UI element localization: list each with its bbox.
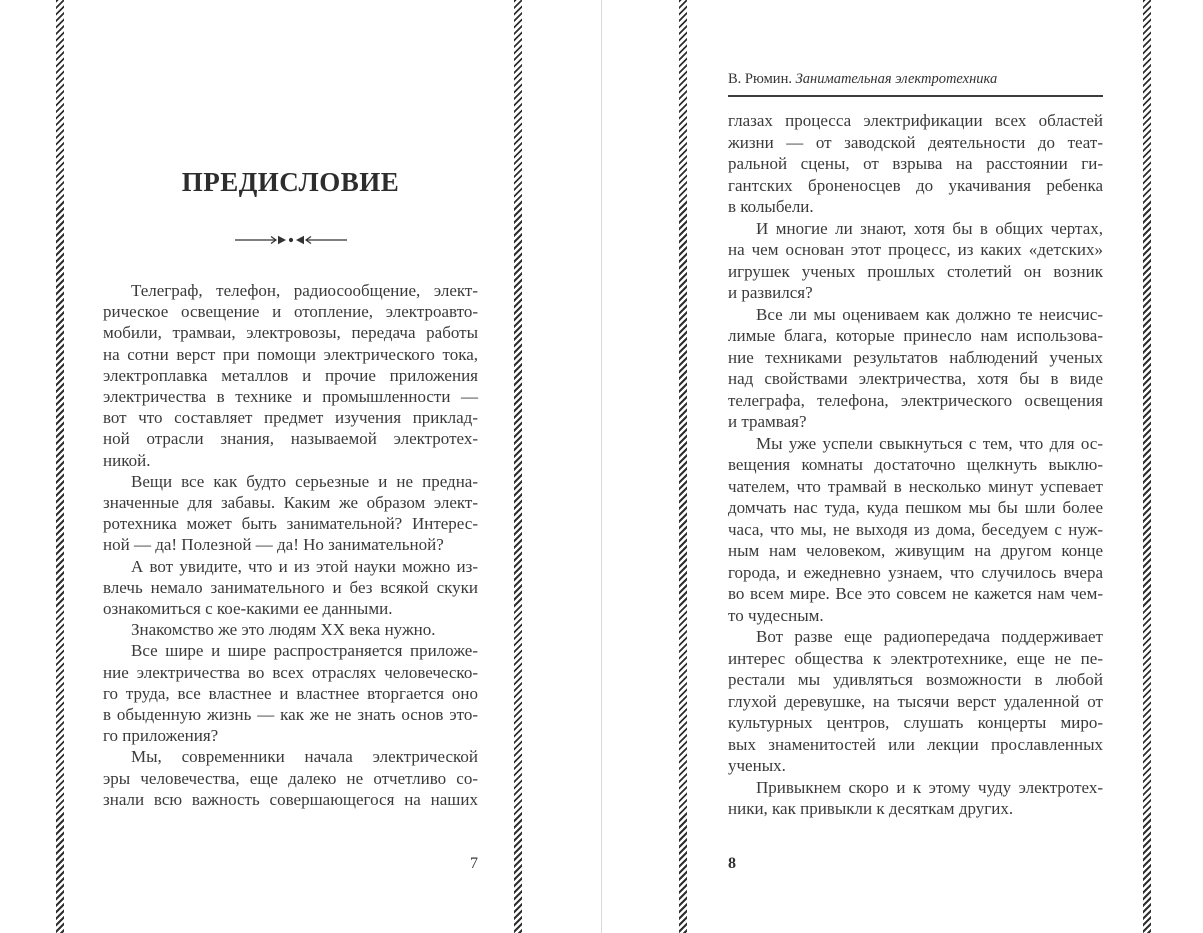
left-page-outer-binding-hatch — [56, 0, 64, 933]
text-line: значенные для забавы. Каким же образом элект- — [103, 493, 478, 513]
right-page-number: 8 — [728, 855, 736, 872]
paragraph — [103, 746, 478, 810]
text-line: Мы уже успели свыкнуться с тем, что для ос- — [756, 433, 1103, 453]
text-line: гантских броненосцев до укачивания ребенка — [728, 175, 1103, 195]
running-header-author: В. Рюмин. — [728, 71, 792, 87]
text-line: А вот увидите, что и из этой науки можно из- — [131, 556, 478, 576]
text-line: ознакомиться с кое-какими ее данными. — [103, 599, 393, 619]
text-line: и трамвая? — [728, 412, 807, 431]
paragraph — [728, 626, 1103, 777]
text-line: игрушек ученых прошлых столетий он возник — [728, 261, 1103, 281]
text-line: ной — да! Полезной — да! Но занимательной? — [103, 535, 444, 555]
text-line: ной отрасли знания, называемой электротех- — [103, 429, 478, 449]
right-page-body — [728, 110, 1103, 820]
text-line: Все ли мы оцениваем как должно те неисчис- — [756, 304, 1103, 324]
text-line: Телеграф, телефон, радиосообщение, элект- — [131, 281, 478, 300]
divider-ornament-icon — [103, 233, 478, 252]
text-line: рестали мы удивляться возможности в любой — [728, 670, 1103, 689]
text-line: вот что составляет предмет изучения приклад- — [103, 408, 478, 428]
text-line: Знакомство же это людям XX века нужно. — [131, 620, 436, 640]
text-line: знали всю важность совершающегося на наших — [103, 789, 478, 809]
text-line: влечь немало занимательного и без всякой скуки — [103, 577, 478, 597]
text-line: эры человечества, еще далеко не отчетливо со- — [103, 768, 478, 788]
text-line: в колыбели. — [728, 197, 814, 216]
text-line: интерес общества к электротехнике, еще не пе- — [728, 648, 1103, 668]
text-line: во всем мире. Все это совсем не кажется нам чем- — [728, 584, 1103, 603]
text-line: ние техниками результатов наблюдений ученых — [728, 347, 1103, 367]
paragraph — [728, 777, 1103, 820]
paragraph — [103, 619, 478, 640]
text-line: И многие ли знают, хотя бы в общих чертах, — [756, 218, 1103, 238]
running-header-title: Занимательная электротехника — [795, 71, 998, 87]
text-line: глухой деревушке, на тысячи верст удаленной от — [728, 691, 1103, 711]
text-line: вых знаменитостей или лекции прославленных — [728, 734, 1103, 754]
text-line: телеграфа, телефона, электрического освещения — [728, 390, 1103, 410]
paragraph — [728, 218, 1103, 304]
text-line: Мы, современники начала электрической — [131, 747, 478, 767]
paragraph — [103, 556, 478, 620]
text-line: вещения комнаты достаточно щелкнуть выклю- — [728, 455, 1103, 474]
text-line: часа, что мы, не выходя из дома, беседуем с нуж- — [728, 519, 1103, 539]
text-line: глазах процесса электрификации всех областей — [728, 111, 1103, 130]
page-gutter-line — [601, 0, 602, 933]
left-page-number: 7 — [470, 855, 478, 872]
text-line: мобили, трамваи, электровозы, передача работы — [103, 323, 478, 343]
text-line: ным нам человеком, живущим на другом конце — [728, 541, 1103, 560]
chapter-heading: ПРЕДИСЛОВИЕ — [181, 167, 400, 197]
text-line: ротехника может быть занимательной? Интерес- — [103, 514, 478, 534]
paragraph — [103, 471, 478, 556]
paragraph — [728, 433, 1103, 627]
paragraph — [728, 304, 1103, 433]
text-line: никой. — [103, 450, 151, 470]
text-line: в обыденную жизнь — как же не знать основ это- — [103, 705, 478, 725]
right-page-outer-binding-hatch — [1143, 0, 1151, 933]
text-line: электроплавка металлов и прочие приложения — [103, 365, 478, 385]
text-line: ральной сцены, от взрыва на расстоянии ги- — [728, 154, 1103, 173]
text-line: Привыкнем скоро и к этому чуду электротех- — [756, 777, 1103, 797]
text-line: рическое освещение и отопление, электроавто- — [103, 302, 478, 322]
text-line: на чем основан этот процесс, из каких «детских» — [728, 240, 1103, 259]
text-line: и развился? — [728, 283, 813, 302]
right-page-inner-binding-hatch — [679, 0, 687, 933]
text-line: электричества в технике и промышленности — — [103, 387, 478, 407]
text-line: города, и ежедневно узнаем, что случилось вчера — [728, 562, 1103, 582]
text-line: го приложения? — [103, 726, 219, 746]
text-line: то чудесным. — [728, 605, 824, 625]
paragraph — [728, 110, 1103, 218]
left-page-inner-binding-hatch — [514, 0, 522, 933]
text-line: над свойствами электричества, хотя бы в виде — [728, 369, 1103, 388]
paragraph — [103, 280, 478, 471]
text-line: на сотни верст при помощи электрического тока, — [103, 344, 478, 364]
paragraph — [103, 640, 478, 746]
text-line: лимые блага, которые принесло нам использова- — [728, 326, 1103, 345]
text-line: Вот разве еще радиопередача поддерживает — [756, 627, 1103, 646]
text-line: го труда, все властнее и властнее вторгается оно — [103, 683, 478, 703]
running-header-rule — [728, 95, 1103, 97]
text-line: ники, как привыкли к десяткам других. — [728, 799, 1014, 818]
running-header — [728, 71, 1103, 88]
text-line: домчать нас туда, куда пешком мы бы шли более — [728, 498, 1103, 517]
text-line: жизни — от заводской деятельности до теат- — [728, 132, 1103, 152]
text-line: Вещи все как будто серьезные и не предна- — [131, 471, 478, 491]
text-line: ученых. — [728, 756, 786, 775]
text-line: Все шире и шире распространяется приложе- — [131, 641, 478, 661]
text-line: чателем, что трамвай в несколько минут успевает — [728, 476, 1103, 496]
text-line: ние электричества во всех отраслях человеческо- — [103, 662, 478, 682]
left-page-body — [103, 280, 478, 810]
text-line: культурных центров, слушать концерты миро- — [728, 713, 1103, 732]
